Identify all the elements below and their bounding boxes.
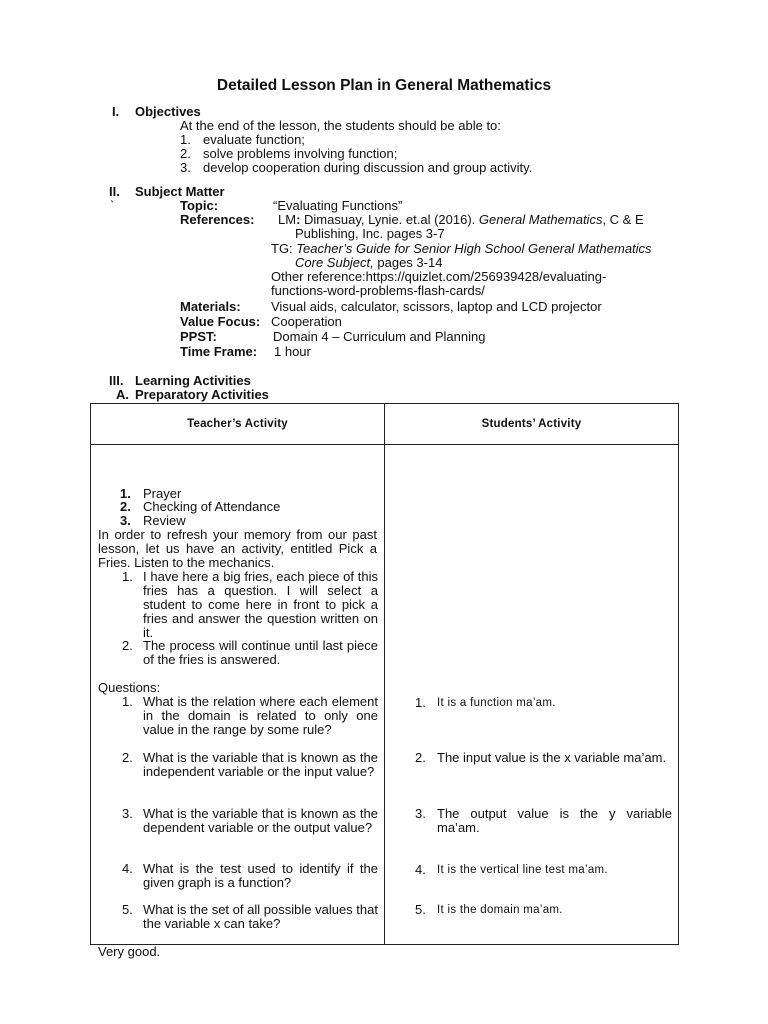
review-intro: In order to refresh your memory from our past lesson, let us have an activity, entitled Pick a Fries. Listen to the mechanics.: [98, 527, 377, 570]
answer-number: 4.: [415, 862, 426, 877]
question-item: What is the test used to identify if the given graph is a function?: [143, 861, 378, 890]
mechanic-number: 1.: [122, 569, 133, 584]
preparatory-letter: A.: [116, 387, 129, 402]
table-header-row: [91, 404, 679, 445]
subject-matter-heading: Subject Matter: [135, 184, 225, 199]
opening-item: Checking of Attendance: [143, 499, 281, 514]
stray-tick: `: [110, 198, 115, 213]
answer-number: 3.: [415, 806, 426, 821]
answer-number: 5.: [415, 902, 426, 917]
tg-reference-line2: [295, 256, 442, 270]
opening-item: Prayer: [143, 486, 182, 501]
mechanic-item: The process will continue until last piece of the fries is answered.: [143, 638, 378, 667]
question-number: 5.: [122, 902, 133, 917]
mechanic-item: I have here a big fries, each piece of this fries has a question. I will select a student to come here in front to pick a fries and answer the question written on it.: [143, 569, 378, 640]
answer-number: 2.: [415, 750, 426, 765]
objective-item: solve problems involving function;: [203, 146, 398, 161]
question-item: What is the set of all possible values that the variable x can take?: [143, 902, 378, 931]
objective-number: 2.: [180, 146, 191, 161]
answer-item: It is the domain ma’am.: [437, 904, 563, 916]
objective-number: 1.: [180, 132, 191, 147]
question-number: 4.: [122, 861, 133, 876]
materials-label: Materials:: [180, 299, 241, 314]
mechanic-number: 2.: [122, 638, 133, 653]
opening-number: 3.: [120, 513, 131, 528]
question-item: What is the variable that is known as the independent variable or the input value?: [143, 750, 378, 779]
answer-number: 1.: [415, 695, 426, 710]
students-activity-cell: [385, 445, 679, 945]
opening-item: Review: [143, 513, 186, 528]
opening-number: 2.: [120, 499, 131, 514]
lm-authors: Dimasuay, Lynie. et.al (2016).: [300, 212, 479, 227]
opening-number: 1.: [120, 486, 131, 501]
lm-publisher: , C & E: [602, 212, 644, 227]
lm-colon: :: [296, 212, 301, 227]
preparatory-heading: Preparatory Activities: [135, 387, 269, 402]
teacher-activity-cell: [91, 445, 385, 959]
lm-reference-line2: Publishing, Inc. pages 3-7: [295, 226, 445, 241]
question-item: What is the relation where each element in the domain is related to only one value in the range by some rule?: [143, 694, 378, 737]
questions-label: Questions:: [98, 680, 161, 695]
objective-item: develop cooperation during discussion and group activity.: [203, 160, 533, 175]
lm-reference: [278, 213, 644, 227]
value-focus-label: Value Focus:: [180, 314, 261, 329]
materials-value: Visual aids, calculator, scissors, laptop and LCD projector: [271, 299, 602, 314]
topic-value: “Evaluating Functions”: [273, 198, 403, 213]
subject-matter-numeral: II.: [109, 184, 120, 199]
question-number: 3.: [122, 806, 133, 821]
references-label: References:: [180, 212, 255, 227]
tg-title: Teacher’s Guide for Senior High School General Mathematics: [296, 241, 652, 256]
time-frame-value: 1 hour: [274, 344, 311, 359]
tg-prefix: TG:: [271, 241, 297, 256]
other-reference-line2: functions-word-problems-flash-cards/: [271, 283, 485, 298]
closing-remark: Very good.: [98, 944, 161, 959]
ppst-label: PPST:: [180, 329, 217, 344]
teacher-activity-header: Teacher’s Activity: [91, 404, 385, 445]
question-number: 1.: [122, 694, 133, 709]
learning-activities-heading: Learning Activities: [135, 373, 251, 388]
other-reference: Other reference:https://quizlet.com/256939428/evaluating-: [271, 269, 607, 284]
answer-item: It is the vertical line test ma’am.: [437, 864, 608, 876]
lm-prefix: LM: [278, 212, 297, 227]
answer-item: The input value is the x variable ma’am.: [437, 750, 667, 765]
topic-label: Topic:: [180, 198, 219, 213]
objective-item: evaluate function;: [203, 132, 305, 147]
question-item: What is the variable that is known as the dependent variable or the output value?: [143, 806, 378, 835]
objective-number: 3.: [180, 160, 191, 175]
time-frame-label: Time Frame:: [180, 344, 258, 359]
tg-reference: [271, 242, 652, 256]
students-activity-header: Students’ Activity: [385, 404, 679, 445]
objectives-numeral: I.: [112, 104, 120, 119]
learning-activities-numeral: III.: [109, 373, 124, 388]
question-number: 2.: [122, 750, 133, 765]
objectives-heading: Objectives: [135, 104, 201, 119]
answer-item: The output value is the y variable ma’am.: [437, 806, 672, 835]
value-focus-value: Cooperation: [271, 314, 342, 329]
objectives-intro: At the end of the lesson, the students should be able to:: [180, 118, 501, 133]
table-row: [91, 445, 679, 945]
ppst-value: Domain 4 – Curriculum and Planning: [273, 329, 486, 344]
activity-table: [90, 403, 679, 959]
page-title: Detailed Lesson Plan in General Mathematics: [216, 77, 552, 94]
answer-item: It is a function ma’am.: [437, 697, 556, 709]
tg-title-cont: Core Subject,: [295, 255, 374, 270]
tg-pages: pages 3-14: [373, 255, 443, 270]
lm-book-title: General Mathematics: [478, 212, 603, 227]
